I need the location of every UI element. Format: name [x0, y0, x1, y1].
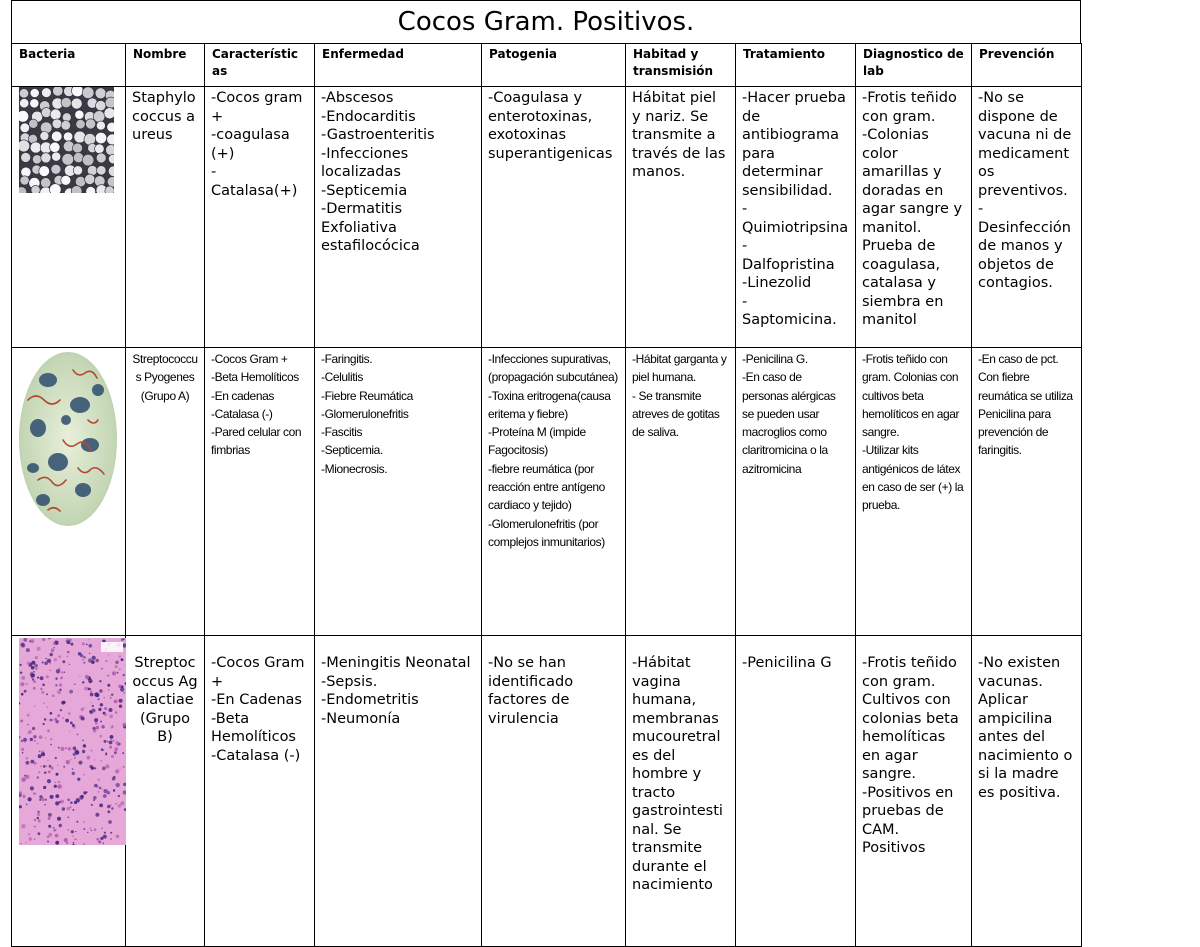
patogenia-cell: -Coagulasa y enterotoxinas, exotoxinas superantigenicas	[482, 87, 626, 348]
habitat-cell: -Hábitat garganta y piel humana. - Se transmite atreves de gotitas de saliva.	[626, 348, 736, 636]
enfermedad-cell: -Faringitis. -Celulitis -Fiebre Reumática -Glomerulonefritis -Fascitis -Septicemia. -Mionecrosis.	[315, 348, 482, 636]
tratamiento-cell: -Penicilina G. -En caso de personas alérgicas se pueden usar macroglios como claritromicina o la azitromicina	[736, 348, 856, 636]
header-tratamiento: Tratamiento	[736, 44, 856, 87]
diagnostico-cell: -Frotis teñido con gram. Colonias con cultivos beta hemolíticos en agar sangre. -Utilizar kits antigénicos de látex en caso de ser (+) la prueba.	[856, 348, 972, 636]
diagnostico-cell: -Frotis teñido con gram. Cultivos con colonias beta hemolíticas en agar sangre. -Positivos en pruebas de CAM. Positivos	[856, 636, 972, 947]
table-header-row	[12, 44, 1082, 87]
habitat-cell: Hábitat piel y nariz. Se transmite a través de las manos.	[626, 87, 736, 348]
page-title: Cocos Gram. Positivos.	[11, 0, 1081, 43]
habitat-cell: -Hábitat vagina humana, membranas mucouretrales del hombre y tracto gastrointestinal. Se transmite durante el nacimiento	[626, 636, 736, 947]
header-patogenia: Patogenia	[482, 44, 626, 87]
bacteria-table	[11, 43, 1082, 947]
caracteristicas-cell: -Cocos Gram + -En Cadenas -Beta Hemolíticos -Catalasa (-)	[205, 636, 315, 947]
prevencion-cell: -No se dispone de vacuna ni de medicamentos preventivos. -Desinfección de manos y objetos de contagios.	[972, 87, 1082, 348]
document-page	[11, 0, 1081, 947]
nombre-cell: Streptococcus Agalactiae (Grupo B)	[126, 636, 205, 947]
header-habitat: Habitad y transmisión	[626, 44, 736, 87]
table-row	[12, 636, 1082, 947]
prevencion-cell: -No existen vacunas. Aplicar ampicilina antes del nacimiento o si la madre es positiva.	[972, 636, 1082, 947]
table-row	[12, 87, 1082, 348]
table-row	[12, 348, 1082, 636]
prevencion-cell: -En caso de pct. Con fiebre reumática se utiliza Penicilina para prevención de faringitis.	[972, 348, 1082, 636]
enfermedad-cell: -Abscesos -Endocarditis -Gastroenteritis -Infecciones localizadas -Septicemia -Dermatitis Exfoliativa estafilocócica	[315, 87, 482, 348]
header-nombre: Nombre	[126, 44, 205, 87]
header-bacteria: Bacteria	[12, 44, 126, 87]
header-diagnostico: Diagnostico de lab	[856, 44, 972, 87]
nombre-cell: Staphylococcus aureus	[126, 87, 205, 348]
patogenia-cell: -No se han identificado factores de virulencia	[482, 636, 626, 947]
header-prevencion: Prevención	[972, 44, 1082, 87]
caracteristicas-cell: -Cocos gram + -coagulasa (+) - Catalasa(+)	[205, 87, 315, 348]
caracteristicas-cell: -Cocos Gram + -Beta Hemolíticos -En cadenas -Catalasa (-) -Pared celular con fimbrias	[205, 348, 315, 636]
tratamiento-cell: -Penicilina G	[736, 636, 856, 947]
patogenia-cell: -Infecciones supurativas, (propagación subcutánea) -Toxina eritrogena(causa eritema y fiebre) -Proteína M (impide Fagocitosis) -fiebre reumática (por reacción entre antígeno cardiaco y tejido) -Glomerulonefritis (por complejos inmunitarios)	[482, 348, 626, 636]
bacteria-image-cell	[12, 87, 126, 348]
tratamiento-cell: -Hacer prueba de antibiograma para determinar sensibilidad. - Quimiotripsina - Dalfopristina -Linezolid - Saptomicina.	[736, 87, 856, 348]
bacteria-image-cell	[12, 636, 126, 947]
streptococcus-pyogenes-micrograph-icon	[18, 350, 118, 528]
header-enfermedad: Enfermedad	[315, 44, 482, 87]
bacteria-image-cell	[12, 348, 126, 636]
staphylococcus-micrograph-icon	[19, 87, 114, 193]
enfermedad-cell: -Meningitis Neonatal -Sepsis. -Endometritis -Neumonía	[315, 636, 482, 947]
diagnostico-cell: -Frotis teñido con gram. -Colonias color amarillas y doradas en agar sangre y manitol. Prueba de coagulasa, catalasa y siembra en manitol	[856, 87, 972, 348]
nombre-cell: Streptococcus Pyogenes (Grupo A)	[126, 348, 205, 636]
streptococcus-agalactiae-micrograph-icon	[19, 638, 126, 845]
header-caracteristicas: Característic as	[205, 44, 315, 87]
